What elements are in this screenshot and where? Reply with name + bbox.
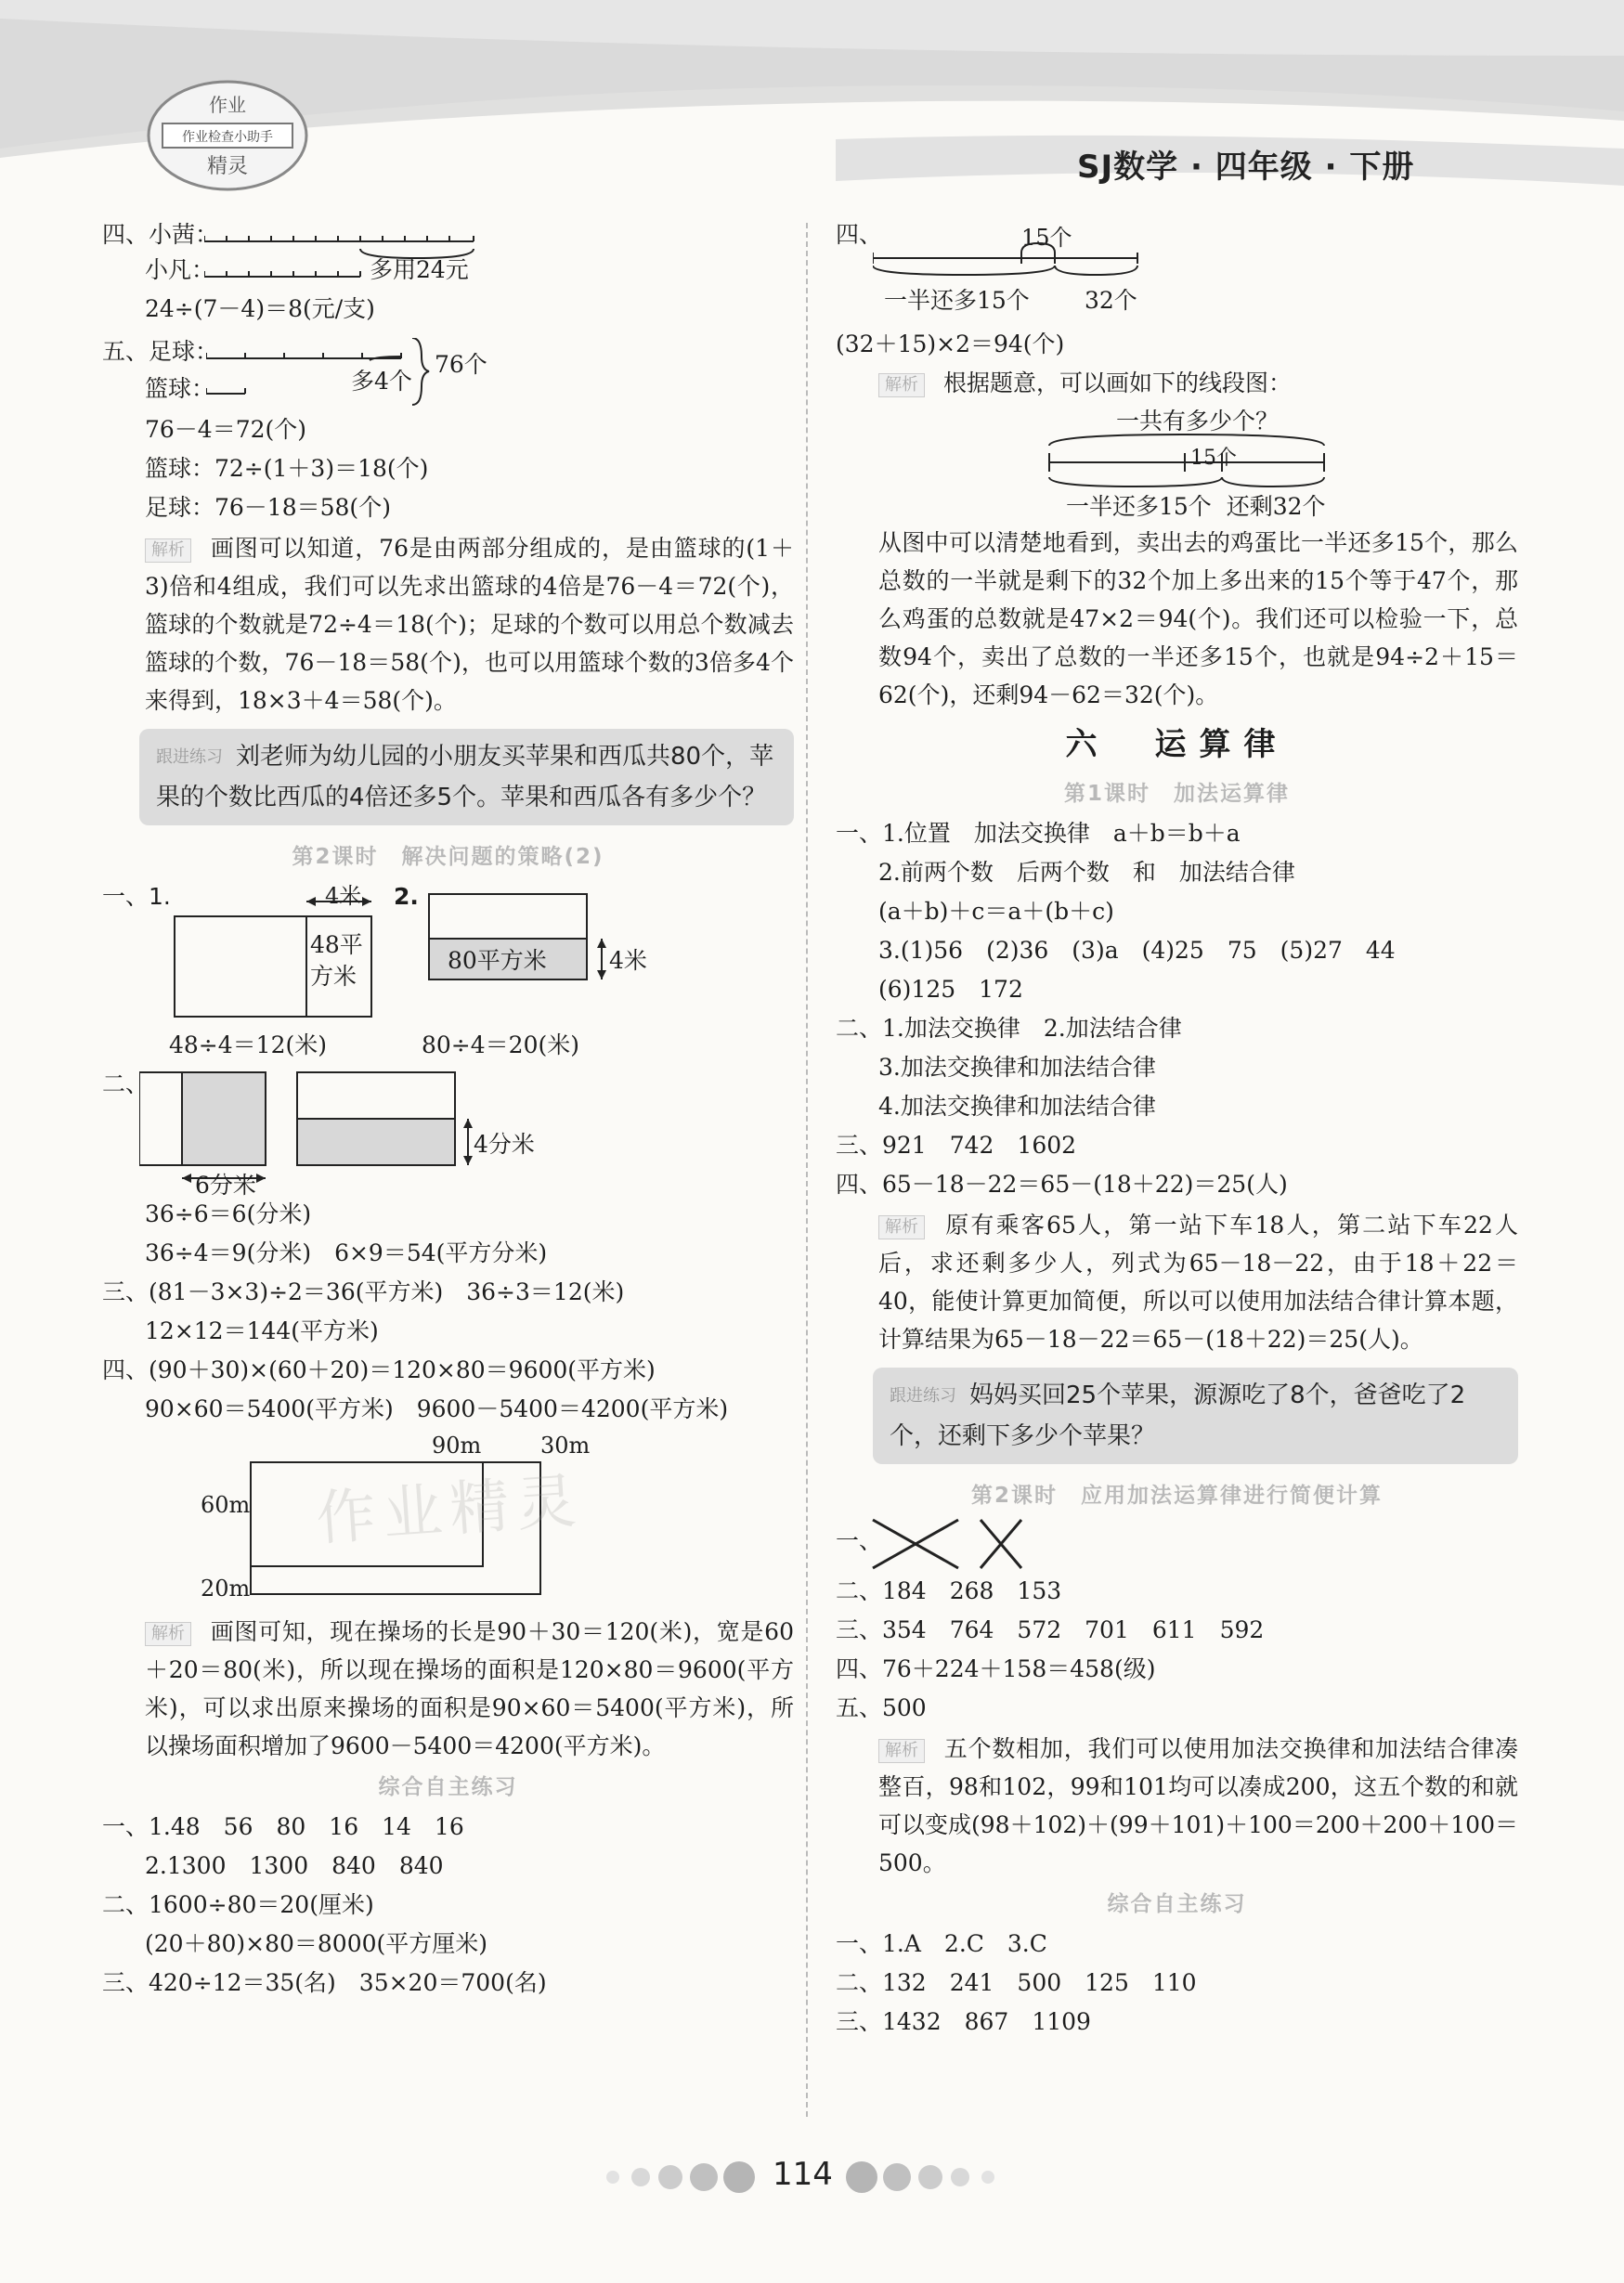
page-number: 114	[773, 2156, 833, 2193]
lesson-title-2: 第2课时 解决问题的策略(2)	[292, 845, 604, 869]
s1-figures: 一、1. 2. 4米 48平 方米 80平方米 4米	[102, 877, 794, 1026]
left-column: 四、小茜： 小凡： 多用24元 24÷(7－4)＝8(元/支) 五、足球： 篮球： 多4个 76个 76－4＝72(个) 篮球：72÷(1＋3)＝18(个) 足球：76－18＝58(个) 解析 画图可以知道，76是由两部分组成的，是由篮球的(1＋3)倍和4组成，我们可以先求出篮球的4倍是76－4＝72(个)，篮球的个数就是72÷4＝18(个)；足球的个数可以用总个数减去篮球的个数，76－18＝58(个)，也可以用篮球个数的3倍多4个来得到，18×3＋4＝58(个)。 跟进练习 刘老师为幼儿园的小朋友买苹果和西瓜共80个，苹果的个数比西瓜的4倍还多5个。苹果和西瓜各有多少个？ 第2课时 解决问题的策略(2) 一、1. 2. 4米 48平 方米 80平方米 4米 48÷4＝12(米) 80÷4＝20(米) 二、 6分米 4分米 36÷6＝6(分米) 36÷4＝9(分米) 6×9＝54(平方分米) 三、(81－3×3)÷2＝36(平方米) 36÷3＝12(米) 12×12＝144(平方米) 四、(90＋30)×(60＋20)＝120×80＝9600(平方米) 90×60＝5400(平方米) 9600－5400＝4200(平方米) 90m 30m 60m 20m 解析 画图可知，现在操场的长是90＋30＝120(米)，宽是60＋20＝80(米)，所以现在操场的面积是120×80＝9600(平方米)，可以求出原来操场的面积是90×60＝5400(平方米)，所以操场面积增加了9600－5400＝4200(平方米)。 综合自主练习 一、1.48 56 80 16 14 16 2.1300 1300 840 840 二、1600÷80＝20(厘米) (20＋80)×80＝8000(平方厘米) 三、420÷12＝35(名) 35×20＝700(名)	[102, 215, 794, 2003]
analysis-right-2: 解析 原有乘客65人，第一站下车18人，第二站下车22人后，求还剩多少人，列式为65－18－22，由于18＋22＝40，能使计算更加简便，所以可以使用加法结合律计算本题，计算结果为65－18－22＝65－(18＋22)＝25(人)。	[878, 1212, 1518, 1353]
follow-practice-2: 跟进练习 妈妈买回25个苹果，源源吃了8个，爸爸吃了2个，还剩下多少个苹果？	[873, 1368, 1518, 1464]
r-analysis-diagram: 一共有多少个？ 15个 一半还多15个 还剩32个	[836, 403, 1518, 522]
follow-practice-1: 跟进练习 刘老师为幼儿园的小朋友买苹果和西瓜共80个，苹果的个数比西瓜的4倍还多5个。苹果和西瓜各有多少个？	[139, 729, 794, 825]
s4-figure: 90m 30m 60m 20m	[201, 1433, 591, 1602]
svg-text:精灵: 精灵	[206, 155, 249, 178]
right-column: 四、 15个 一半还多15个 32个 (32＋15)×2＝94(个) 解析 根据题意，可以画如下的线段图： 一共有多少个？ 15个 一半还多15个 还剩32个 从图中可以清楚地看到，卖出去的鸡蛋比一半还多15个，那么总数的一半就是剩下的32个加上多出来的15个等于47个，那么鸡蛋的总数就是47×2＝94(个)。我们还可以检验一下，总数94个，卖出了总数的一半还多15个，也就是94÷2＋15＝62(个)，还剩94－62＝32(个)。 六 运算律 第1课时 加法运算律 一、1.位置 加法交换律 a＋b＝b＋a 2.前两个数 后两个数 和 加法结合律 (a＋b)＋c＝a＋(b＋c) 3.(1)56 (2)36 (3)a (4)25 75 (5)27 44 (6)125 172 二、1.加法交换律 2.加法结合律 3.加法交换律和加法结合律 4.加法交换律和加法结合律 三、921 742 1602 四、65－18－22＝65－(18＋22)＝25(人) 解析 原有乘客65人，第一站下车18人，第二站下车22人后，求还剩多少人，列式为65－18－22，由于18＋22＝40，能使计算更加简便，所以可以使用加法结合律计算本题，计算结果为65－18－22＝65－(18＋22)＝25(人)。 跟进练习 妈妈买回25个苹果，源源吃了8个，爸爸吃了2个，还剩下多少个苹果？ 第2课时 应用加法运算律进行简便计算 一、 二、184 268 153 三、354 764 572 701 611 592 四、76＋224＋158＝458(级) 五、500 解析 五个数相加，我们可以使用加法交换律和加法结合律凑整百，98和102，99和101均可以凑成200，这五个数的和就可以变成(98＋102)＋(99＋101)＋100＝200＋200＋100＝500。 综合自主练习 一、1.A 2.C 3.C 二、132 241 500 125 110 三、1432 867 1109	[836, 215, 1518, 2042]
watermark: 作业精灵	[314, 1467, 586, 1554]
svg-text:作业检查小助手: 作业检查小助手	[182, 130, 273, 145]
analysis-right-3: 解析 五个数相加，我们可以使用加法交换律和加法结合律凑整百，98和102，99和101均可以凑成200，这五个数的和就可以变成(98＋102)＋(99＋101)＋100＝200＋200＋100＝500。	[878, 1735, 1518, 1876]
analysis-1: 解析 画图可以知道，76是由两部分组成的，是由篮球的(1＋3)倍和4组成，我们可以先求出篮球的4倍是76－4＝72(个)，篮球的个数就是72÷4＝18(个)；足球的个数可以用总个数减去篮球的个数，76－18＝58(个)，也可以用篮球个数的3倍多4个来得到，18×3＋4＝58(个)。	[145, 535, 794, 714]
s2-figures: 二、 6分米 4分米	[102, 1070, 535, 1199]
r-q4-diagram: 四、 15个 一半还多15个 32个	[836, 221, 1137, 314]
column-divider	[806, 223, 808, 2117]
header-title: SJ数学 · 四年级 · 下册	[1077, 149, 1415, 186]
chapter-title: 六 运算律	[1065, 726, 1289, 763]
q5-diagram: 五、足球： 篮球： 多4个 76个	[102, 332, 794, 410]
svg-text:作业: 作业	[209, 94, 246, 116]
logo-stamp	[139, 72, 316, 198]
lesson-title-r1: 第1课时 加法运算律	[1063, 782, 1290, 806]
analysis-intro: 解析 根据题意，可以画如下的线段图：	[836, 364, 1518, 403]
practice-title-left: 综合自主练习	[378, 1775, 518, 1799]
lesson-title-r2: 第2课时 应用加法运算律进行简便计算	[970, 1484, 1383, 1508]
q4-diagram: 四、小茜： 小凡： 多用24元	[102, 215, 794, 290]
matching-lines: 一、	[836, 1516, 1518, 1572]
practice-title-right: 综合自主练习	[1107, 1892, 1247, 1916]
analysis-right-1: 从图中可以清楚地看到，卖出去的鸡蛋比一半还多15个，那么总数的一半就是剩下的32个加上多出来的15个等于47个，那么鸡蛋的总数就是47×2＝94(个)。我们还可以检验一下，总数94个，卖出了总数的一半还多15个，也就是94÷2＋15＝62(个)，还剩94－62＝32(个)。	[878, 529, 1518, 708]
analysis-2: 解析 画图可知，现在操场的长是90＋30＝120(米)，宽是60＋20＝80(米)，所以现在操场的面积是120×80＝9600(平方米)，可以求出原来操场的面积是90×60＝5400(平方米)，所以操场面积增加了9600－5400＝4200(平方米)。	[145, 1618, 794, 1759]
